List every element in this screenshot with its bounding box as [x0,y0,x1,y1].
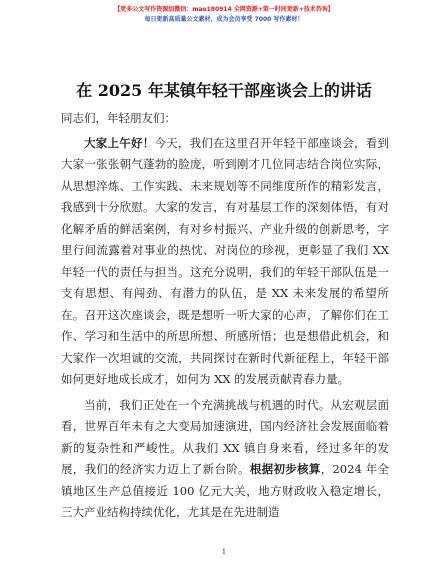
paragraph-1 [61,133,389,391]
paragraph-1-text: 今天，我们在这里召开年轻干部座谈会，看到大家一张张朝气蓬勃的脸庞，听到刚才几位同志结合岗位实际，从思想淬炼、工作实践、未来规划等不同维度所作的精彩发言，我感到十分欣慰。大家的发言，有对基层工作的深刻体悟，有对化解矛盾的鲜活案例，有对乡村振兴、产业升级的创新思考，字里行间流露着对事业的热忱、对岗位的珍视，更彰显了我们 XX 年轻一代的责任与担当。这充分说明，我们的年轻干部队伍是一支有思想、有闯劲、有潜力的队伍，是 XX 未来发展的希望所在。召开这次座谈会，既是想听一听大家的心声，了解你们在工作、学习和生活中的所思所想、所感所悟；也是想借此机会，和大家作一次坦诚的交流，共同探讨在新时代新征程上，年轻干部如何更好地成长成才，如何为 XX 的发展贡献青春力量。 [61,135,390,386]
promo-banner-line-2: 每日更新高质量公文素材，成为会员享受 7000 写作素材！ [144,16,304,23]
page-number: 1 [221,548,227,556]
promo-banner-line-1: 【更多公文写作资源加微信：mao180914 全网资源+第一时间更新+技术咨询】 [114,6,334,13]
document-title: 在 2025 年某镇年轻干部座谈会上的讲话 [76,81,372,100]
greeting: 同志们，年轻朋友们： [61,111,176,125]
paragraph-2 [61,395,389,524]
paragraph-2-text-1: 当前，我们正处在一个充满挑战与机遇的时代。从宏观层面看，世界百年未有之大变局加速演进，国内经济社会发展面临着新的复杂性和严峻性。从我们 XX 镇自身来看，经过多年的发展，我们的经济实力迈上了新台阶。 [61,397,389,476]
document-body [61,108,389,524]
paragraph-2-text-2: ，2024 年全镇地区生产总值接近 100 亿元大关，地方财政收入稳定增长，三大产业结构持续优化，尤其是在先进制造 [61,462,390,519]
paragraph-1-lead: 大家上午好！ [84,135,155,150]
paragraph-2-bold: 根据初步核算 [249,462,321,476]
